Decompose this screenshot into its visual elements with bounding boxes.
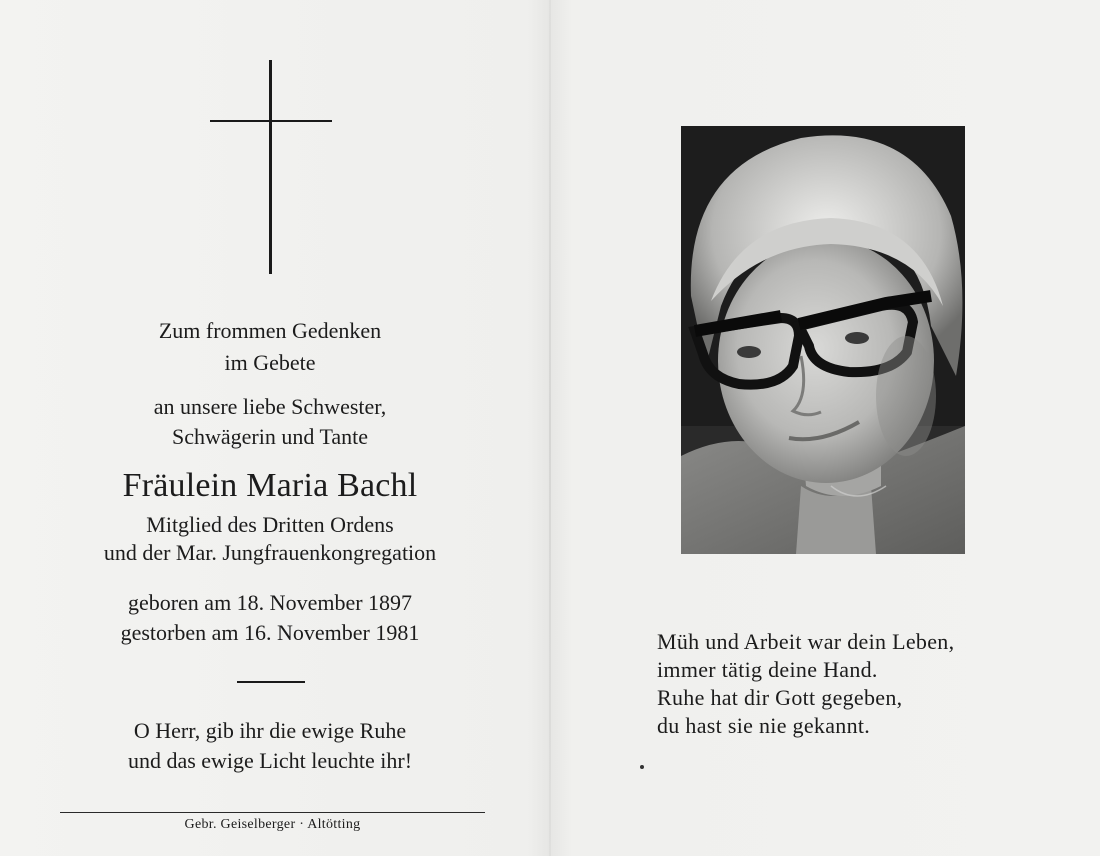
dedication-line-1: an unsere liebe Schwester, bbox=[153, 394, 387, 419]
poem bbox=[657, 628, 954, 740]
membership-line-2: und der Mar. Jungfrauenkongregation bbox=[103, 540, 437, 565]
left-panel bbox=[0, 0, 549, 856]
divider bbox=[237, 681, 305, 683]
poem-line-4: du hast sie nie gekannt. bbox=[657, 713, 871, 738]
heading-line-2: im Gebete bbox=[224, 350, 316, 375]
dedication-line-2: Schwägerin und Tante bbox=[171, 424, 368, 449]
print-speck bbox=[640, 765, 644, 769]
prayer-line-1: O Herr, gib ihr die ewige Ruhe bbox=[133, 718, 407, 743]
death-date: gestorben am 16. November 1981 bbox=[120, 620, 420, 645]
cross-icon bbox=[210, 60, 332, 274]
poem-line-1: Müh und Arbeit war dein Leben, bbox=[657, 629, 955, 654]
birth-date: geboren am 18. November 1897 bbox=[127, 590, 413, 615]
right-panel bbox=[551, 0, 1100, 856]
portrait-photo bbox=[681, 126, 965, 554]
membership-line-1: Mitglied des Dritten Ordens bbox=[146, 512, 394, 537]
deceased-name: Fräulein Maria Bachl bbox=[122, 467, 418, 504]
printer-credit: Gebr. Geiselberger · Altötting bbox=[184, 817, 361, 832]
prayer-line-2: und das ewige Licht leuchte ihr! bbox=[127, 748, 413, 773]
footer-rule bbox=[60, 812, 485, 813]
poem-line-3: Ruhe hat dir Gott gegeben, bbox=[657, 685, 903, 710]
heading-line-1: Zum frommen Gedenken bbox=[158, 318, 382, 343]
poem-line-2: immer tätig deine Hand. bbox=[657, 657, 878, 682]
